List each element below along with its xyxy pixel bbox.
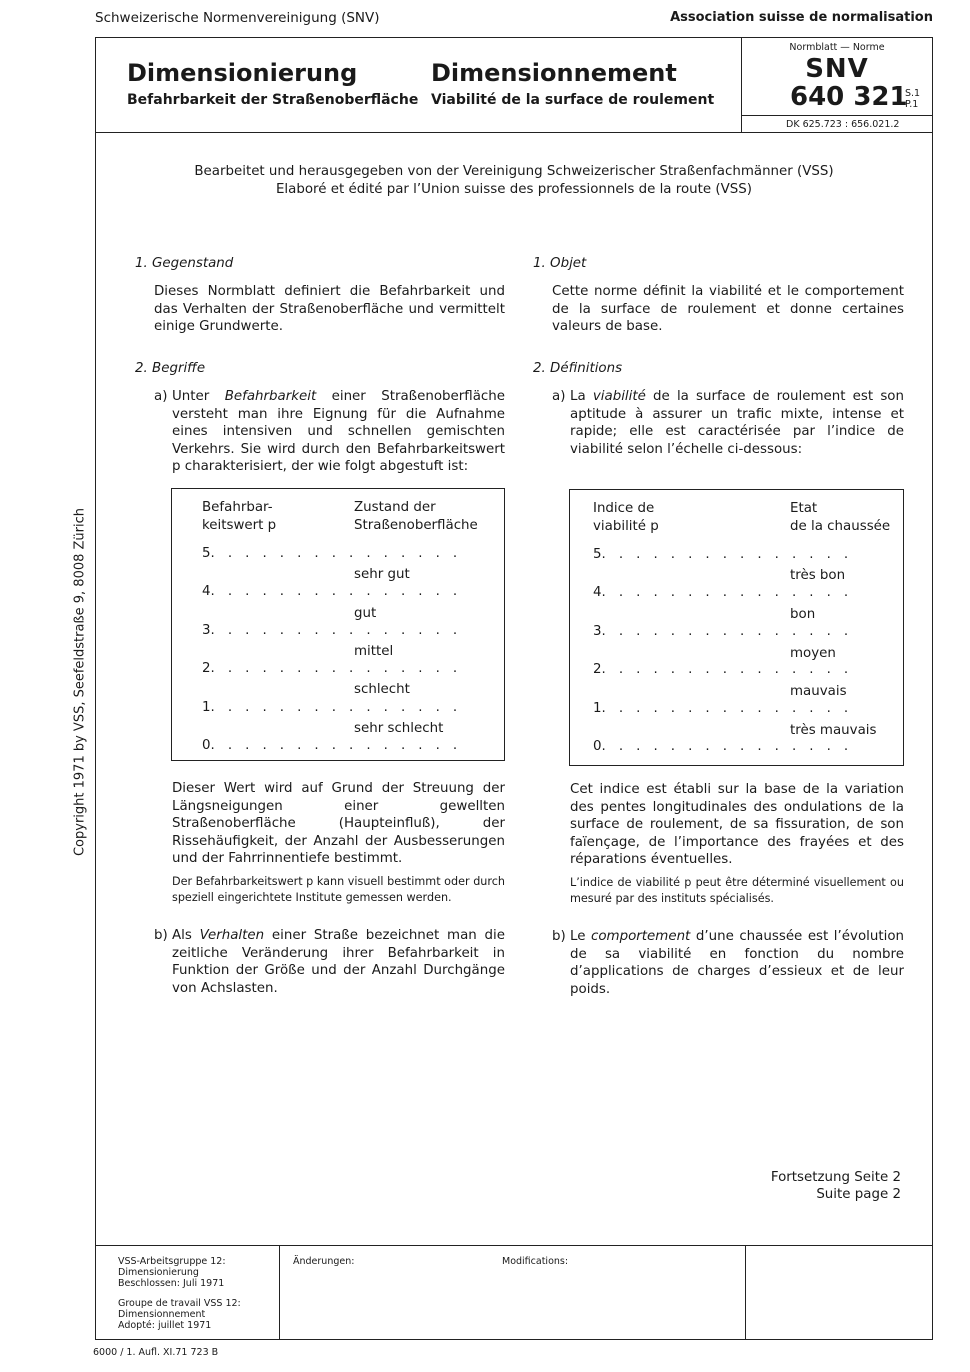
snv-label: SNV — [805, 54, 869, 84]
continuation-de: Fortsetzung Seite 2 — [770, 1170, 901, 1185]
fr-paragraph-basis: Cet indice est établi sur la base de la variation des pentes longitudinales des ondulations de la surface de roulement, de sa fissuration, de son faïençage, de l’importance des frayées et des réparations éventuelles. — [570, 782, 904, 867]
footer-vss-de: VSS-Arbeitsgruppe 12: Dimensionierung Beschlossen: Juli 1971 — [118, 1256, 226, 1289]
fr-state-label: moyen — [790, 646, 836, 661]
de-paragraph-measure: Der Befahrbarkeitswert p kann visuell bestimmt oder durch speziell eingerichtete Institute gemessen werden. — [172, 875, 505, 904]
subtitle-de: Befahrbarkeit der Straßenoberfläche — [127, 92, 419, 108]
editor-fr: Elaboré et édité par l’Union suisse des professionnels de la route (VSS) — [275, 182, 753, 197]
title-block-divider — [95, 132, 933, 133]
fr-scale-row: 3. . . . . . . . . . . . . . . — [593, 624, 853, 639]
dk-divider — [741, 115, 933, 116]
fr-item-a-label: a) — [552, 389, 566, 404]
de-scale-row: 3. . . . . . . . . . . . . . . — [202, 623, 462, 638]
header-org-de: Schweizerische Normenvereinigung (SNV) — [95, 10, 380, 26]
fr-state-label: bon — [790, 607, 816, 622]
page-de: S.1 — [905, 88, 921, 99]
fr-table-col2-header: Etat de la chaussée — [790, 501, 891, 534]
de-state-label: sehr schlecht — [354, 721, 444, 736]
fr-state-label: très bon — [790, 568, 846, 583]
de-scale-row: 0. . . . . . . . . . . . . . . — [202, 738, 462, 753]
footer-vss-fr: Groupe de travail VSS 12: Dimensionnement Adopté: juillet 1971 — [118, 1298, 241, 1331]
de-state-label: schlecht — [354, 682, 410, 697]
fr-scale-row: 5. . . . . . . . . . . . . . . — [593, 547, 853, 562]
de-state-label: mittel — [354, 644, 394, 659]
subtitle-fr: Viabilité de la surface de roulement — [431, 92, 715, 108]
de-scale-row: 4. . . . . . . . . . . . . . . — [202, 584, 462, 599]
de-paragraph-basis: Dieser Wert wird auf Grund der Streuung der Längsneigungen einer gewellten Straßenoberfläche (Haupteinfluß), der Rissehäufigkeit, der Anzahl der Ausbesserungen und der Fahrrinnentiefe bestimmt. — [172, 781, 505, 866]
fr-scale-row: 4. . . . . . . . . . . . . . . — [593, 585, 853, 600]
de-section1-text: Dieses Normblatt definiert die Befahrbarkeit und das Verhalten der Straßenoberfläche und vermittelt einige Grundwerte. — [154, 284, 505, 334]
footer-changes-de: Änderungen: — [293, 1256, 355, 1267]
header-org-fr: Association suisse de normalisation — [670, 10, 933, 25]
de-item-b-text: Als Verhalten einer Straße bezeichnet man die zeitliche Veränderung ihrer Befahrbarkeit in Funktion der Größe und der Anzahl Durchgänge von Achslasten. — [172, 928, 505, 996]
de-scale-row: 5. . . . . . . . . . . . . . . — [202, 546, 462, 561]
fr-state-label: mauvais — [790, 684, 847, 699]
de-scale-row: 1. . . . . . . . . . . . . . . — [202, 700, 462, 715]
page-fr: P.1 — [905, 99, 919, 110]
footer-divider — [95, 1245, 933, 1246]
continuation-fr: Suite page 2 — [816, 1187, 901, 1202]
fr-section1-text: Cette norme définit la viabilité et le comportement de la surface de roulement et donne certaines valeurs de base. — [552, 284, 904, 334]
de-state-label: gut — [354, 606, 377, 621]
fr-section1-heading: 1. Objet — [533, 256, 587, 271]
fr-item-a-text: La viabilité de la surface de roulement est son aptitude à assurer un trafic mixte, intense et rapide; elle est caractérisée par l’indice de viabilité selon l’échelle ci-dessous: — [570, 389, 904, 457]
fr-item-b-label: b) — [552, 929, 566, 944]
de-section1-heading: 1. Gegenstand — [135, 256, 234, 271]
de-item-b-label: b) — [154, 928, 168, 943]
normblatt-label: Normblatt — Norme — [789, 42, 885, 53]
de-item-a-text: Unter Befahrbarkeit einer Straßenoberfläche versteht man ihre Eignung für die Aufnahme eines intensiven und schnellen gemischten Verkehrs. Sie wird durch den Befahrbarkeitswert p charakterisiert, der wie folgt abgestuft ist: — [172, 389, 505, 474]
dk-number: DK 625.723 : 656.021.2 — [786, 119, 900, 130]
de-section2-heading: 2. Begriffe — [135, 361, 206, 376]
de-item-a-label: a) — [154, 389, 168, 404]
copyright-note: Copyright 1971 by VSS, Seefeldstraße 9, 8008 Zürich — [72, 507, 88, 857]
de-table-col2-header: Zustand der Straßenoberfläche — [354, 500, 478, 533]
de-table-col1-header: Befahrbar- keitswert p — [202, 500, 277, 533]
print-code: 6000 / 1. Aufl. XI.71 723 B — [93, 1347, 219, 1358]
fr-table-col1-header: Indice de viabilité p — [593, 501, 659, 534]
fr-scale-row: 2. . . . . . . . . . . . . . . — [593, 662, 853, 677]
fr-paragraph-measure: L’indice de viabilité p peut être déterminé visuellement ou mesuré par des instituts spécialisés. — [570, 876, 904, 905]
de-state-label: sehr gut — [354, 567, 410, 582]
fr-scale-row: 1. . . . . . . . . . . . . . . — [593, 701, 853, 716]
de-scale-row: 2. . . . . . . . . . . . . . . — [202, 661, 462, 676]
norm-number: 640 321 — [790, 82, 908, 112]
footer-vertical-2 — [745, 1245, 746, 1340]
footer-changes-fr: Modifications: — [502, 1256, 569, 1267]
fr-item-b-text: Le comportement d’une chaussée est l’évolution de sa viabilité en fonction du nombre d’applications de charges d’essieux et de leur poids. — [570, 929, 904, 997]
fr-state-label: très mauvais — [790, 723, 877, 738]
fr-section2-heading: 2. Définitions — [533, 361, 623, 376]
fr-scale-row: 0. . . . . . . . . . . . . . . — [593, 739, 853, 754]
footer-vertical-1 — [279, 1245, 280, 1340]
title-fr: Dimensionnement — [431, 59, 677, 87]
editor-de: Bearbeitet und herausgegeben von der Vereinigung Schweizerischer Straßenfachmänner (VSS) — [194, 164, 834, 179]
title-de: Dimensionierung — [127, 59, 358, 87]
